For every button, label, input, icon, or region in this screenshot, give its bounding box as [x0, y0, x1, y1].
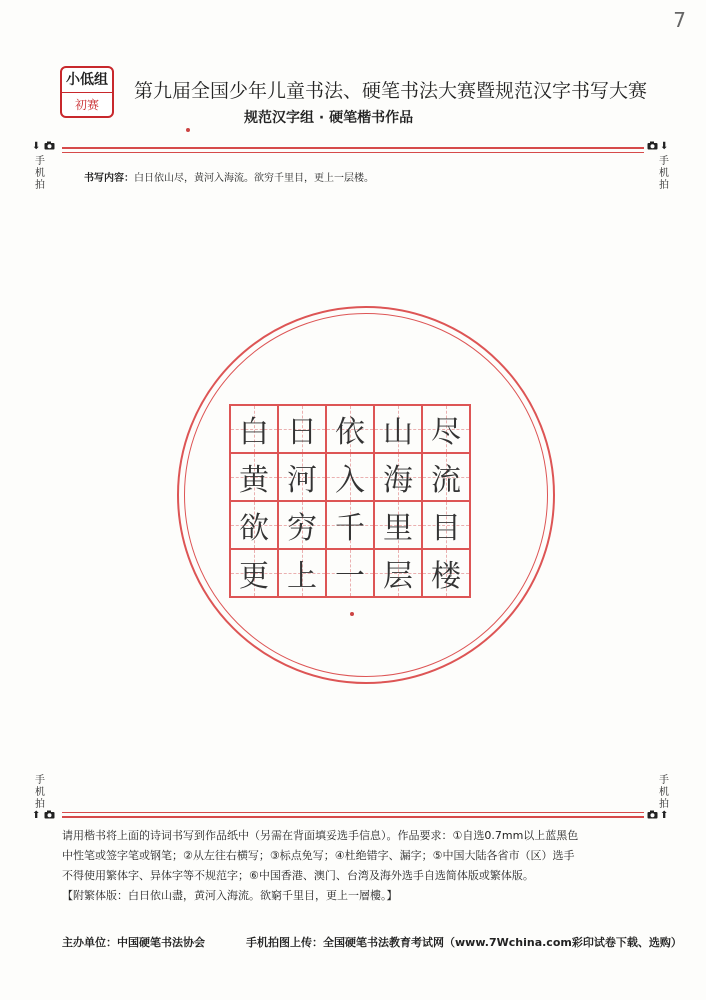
page-number: 7 — [673, 8, 686, 32]
page-title: 第九届全国少年儿童书法、硬笔书法大赛暨规范汉字书写大赛 — [134, 80, 648, 102]
grid-cell: 上 — [278, 549, 326, 597]
page-subtitle: 规范汉字组 · 硬笔楷书作品 — [244, 110, 414, 126]
grid-cell: 河 — [278, 453, 326, 501]
instructions-line: 中性笔或签字笔或钢笔；②从左往右横写；③标点免写；④杜绝错字、漏字；⑤中国大陆各省市（区）选手 — [62, 849, 575, 862]
writing-content-label: 书写内容： — [84, 173, 134, 184]
arrow-down-icon: ⬇ — [660, 141, 669, 152]
side-label-top-right: 手机拍 — [659, 156, 669, 191]
grid-cell: 欲 — [230, 501, 278, 549]
organizer: 主办单位：中国硬笔书法协会 — [62, 936, 205, 949]
camera-icon — [647, 810, 658, 822]
group-badge — [60, 66, 114, 118]
bottom-rule-thin — [62, 812, 644, 813]
grid-cell: 层 — [374, 549, 422, 597]
instructions-line: 不得使用繁体字、异体字等不规范字；⑥中国香港、澳门、台湾及海外选手自选简体版或繁体版。 — [62, 869, 534, 882]
badge-group: 小低组 — [62, 68, 112, 93]
side-label-bottom-right: 手机拍 — [659, 775, 669, 810]
grid-cell: 海 — [374, 453, 422, 501]
grid-cell: 黄 — [230, 453, 278, 501]
grid-cell: 目 — [422, 501, 470, 549]
instructions-line: 请用楷书将上面的诗词书写到作品纸中（另需在背面填妥选手信息）。作品要求：①自选0.7mm以上蓝黑色 — [62, 829, 579, 842]
badge-stage: 初赛 — [74, 98, 99, 112]
instructions — [62, 826, 662, 906]
decorative-dot — [350, 612, 354, 616]
arrow-up-icon: ⬆ — [32, 810, 41, 821]
instructions-line: 【附繁体版：白日依山盡，黄河入海流。欲窮千里目，更上一層樓。】 — [62, 889, 398, 902]
decorative-dot — [186, 128, 190, 132]
grid-cell: 更 — [230, 549, 278, 597]
arrow-down-icon: ⬇ — [32, 141, 41, 152]
camera-icon — [44, 141, 55, 153]
grid-cell: 山 — [374, 405, 422, 453]
grid-cell: 依 — [326, 405, 374, 453]
arrow-up-icon: ⬆ — [660, 810, 669, 821]
grid-cell: 穷 — [278, 501, 326, 549]
bottom-rule — [62, 816, 644, 818]
writing-content — [84, 169, 374, 184]
grid-cell: 入 — [326, 453, 374, 501]
grid-cell: 千 — [326, 501, 374, 549]
upload-info: 手机拍图上传：全国硬笔书法教育考试网（www.7Wchina.com彩印试卷下载、选购） — [246, 936, 682, 949]
grid-cell: 尽 — [422, 405, 470, 453]
grid-cell: 一 — [326, 549, 374, 597]
side-label-top-left: 手机拍 — [35, 156, 45, 191]
grid-cell: 楼 — [422, 549, 470, 597]
top-rule — [62, 147, 644, 149]
camera-icon — [647, 141, 658, 153]
grid-cell: 流 — [422, 453, 470, 501]
top-rule-thin — [62, 152, 644, 153]
grid-cell: 日 — [278, 405, 326, 453]
grid-cell: 里 — [374, 501, 422, 549]
writing-content-text: 白日依山尽，黄河入海流。欲穷千里目，更上一层楼。 — [134, 173, 374, 184]
grid-cell: 白 — [230, 405, 278, 453]
writing-grid — [229, 404, 471, 598]
camera-icon — [44, 810, 55, 822]
side-label-bottom-left: 手机拍 — [35, 775, 45, 810]
